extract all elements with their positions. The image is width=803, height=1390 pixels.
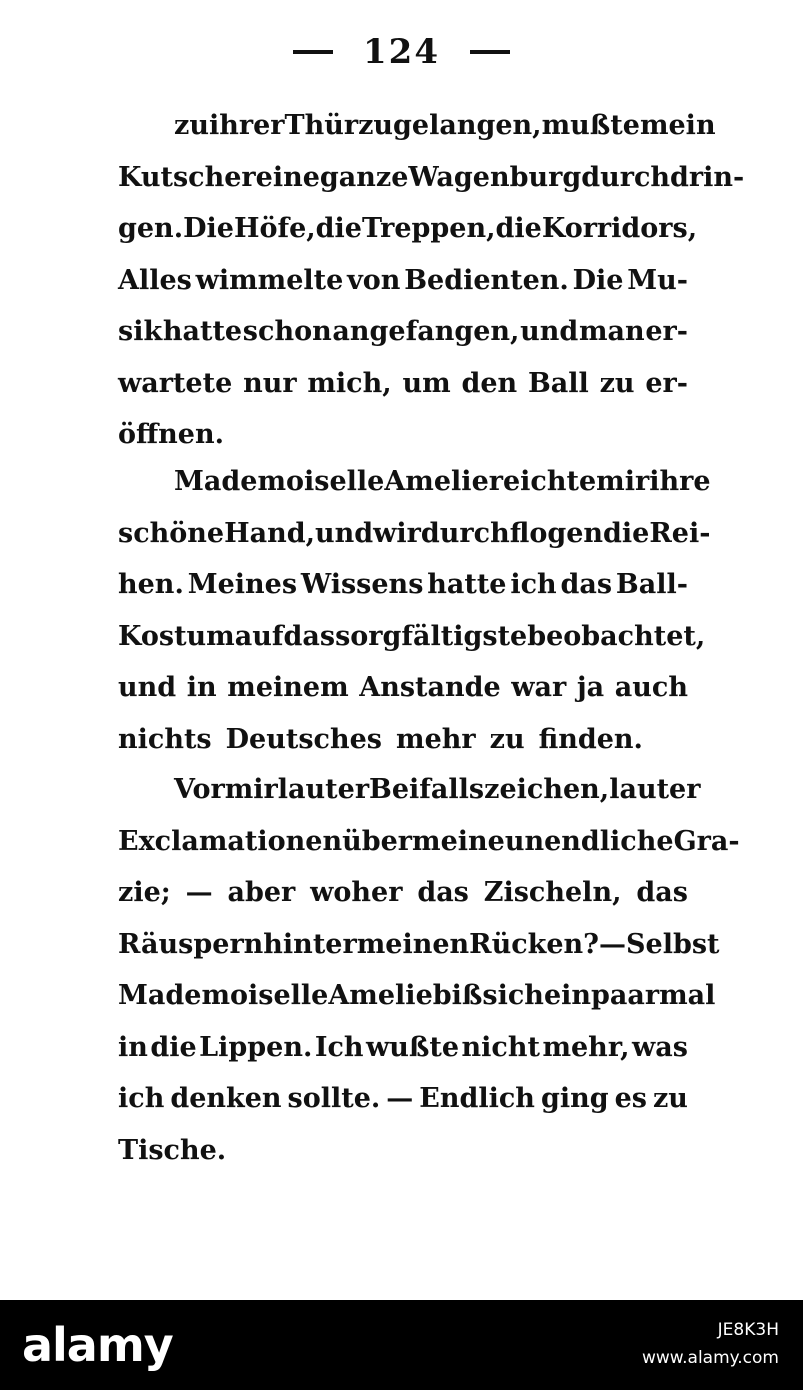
alamy-logo: alamy (22, 1318, 173, 1372)
text-line: Mademoiselle Amelie biß sich ein paarmal (118, 980, 716, 1011)
right-dash (470, 50, 510, 54)
paragraph-3 (118, 764, 740, 1176)
text-line: wartete nur mich, um den Ball zu er- (118, 367, 688, 399)
text-line: sik hatte schon angefangen, und man er- (118, 316, 688, 347)
paragraph-1 (118, 100, 745, 461)
text-line: Kutscher eine ganze Wagenburg durchdrin- (118, 161, 745, 193)
left-dash (293, 50, 333, 54)
text-line: Vor mir lauter Beifallszeichen, lauter (174, 774, 701, 805)
text-line: ich denken sollte. — Endlich ging es zu (118, 1083, 688, 1114)
text-line: Tische. (118, 1134, 227, 1166)
watermark-footer (0, 1300, 803, 1390)
text-line: Exclamationen über meine unendliche Gra- (118, 825, 740, 857)
text-line: zu ihrer Thür zu gelangen, mußte mein (174, 110, 716, 141)
text-line: in die Lippen. Ich wußte nicht mehr, was (118, 1031, 688, 1063)
text-line: Kostum auf das sorgfältigste beobachtet, (118, 620, 706, 652)
text-line: Alles wimmelte von Bedienten. Die Mu- (118, 264, 688, 296)
text-line: zie; — aber woher das Zischeln, das (118, 877, 688, 908)
text-line: hen. Meines Wissens hatte ich das Ball- (118, 569, 688, 600)
text-line: öffnen. (118, 419, 225, 450)
text-line: Mademoiselle Amelie reichte mir ihre (174, 466, 711, 497)
text-line: und in meinem Anstande war ja auch (118, 672, 688, 703)
text-line: nichts Deutsches mehr zu finden. (118, 723, 643, 755)
site-url: www.alamy.com (641, 1348, 779, 1368)
paragraph-2 (118, 456, 711, 765)
page-number: 124 (363, 32, 440, 72)
text-line: gen. Die Höfe, die Treppen, die Korridors, (118, 213, 698, 244)
page-header (0, 28, 803, 76)
image-id: JE8K3H (717, 1320, 779, 1340)
text-line: Räuspern hinter meinen Rücken? — Selbst (118, 928, 720, 960)
text-line: schöne Hand, und wir durchflogen die Rei- (118, 517, 711, 549)
